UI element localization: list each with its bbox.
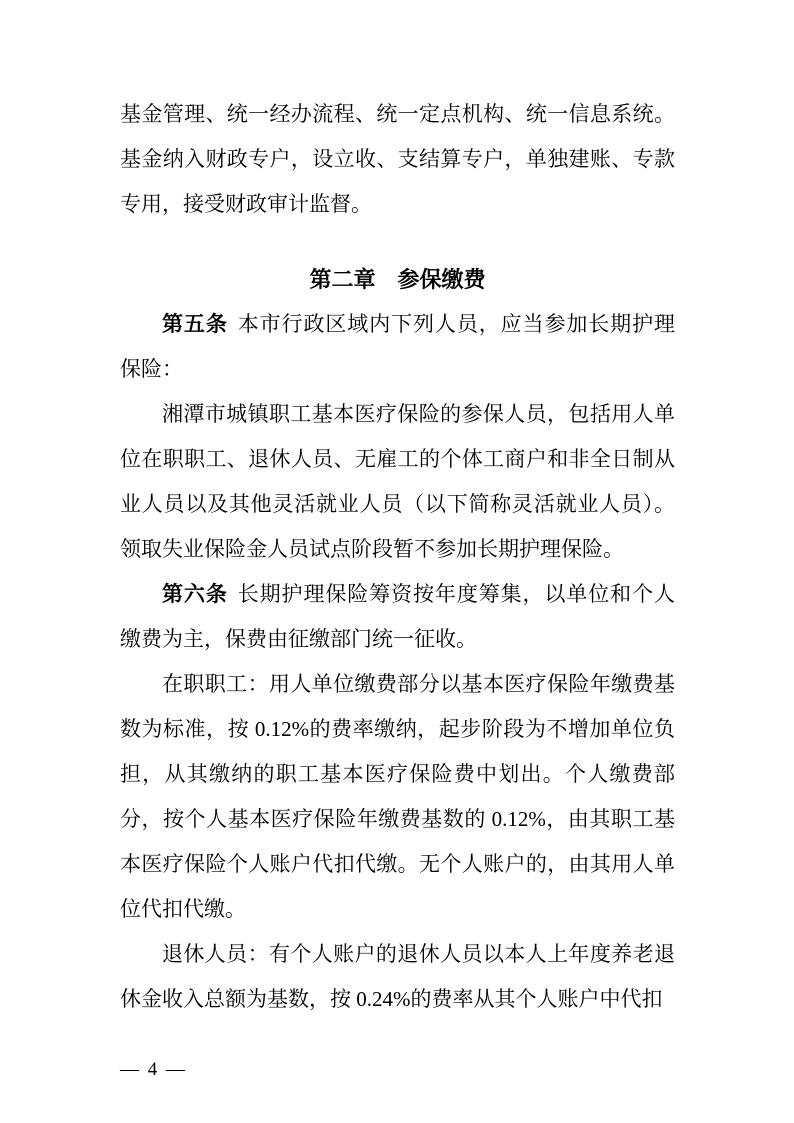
article-5-text: 本市行政区域内下列人员，应当参加长期护理保险： xyxy=(120,312,676,381)
paragraph-article-5 xyxy=(120,302,675,392)
chapter-heading: 第二章 参保缴费 xyxy=(309,267,486,292)
article-6-label: 第六条 xyxy=(162,582,228,606)
paragraph-insured-scope: 湘潭市城镇职工基本医疗保险的参保人员，包括用人单位在职职工、退休人员、无雇工的个体工商户和非全日制从业人员以及其他灵活就业人员（以下简称灵活就业人员）。领取失业保险金人员试点阶段暂不参加长期护理保险。 xyxy=(120,402,675,561)
article-6-text: 长期护理保险筹资按年度筹集，以单位和个人缴费为主，保费由征缴部门统一征收。 xyxy=(120,582,676,651)
paragraph-retirees-contribution: 退休人员：有个人账户的退休人员以本人上年度养老退休金收入总额为基数，按 0.24%的费率从其个人账户中代扣 xyxy=(120,942,675,1011)
paragraph-fund-management-continuation: 基金管理、统一经办流程、统一定点机构、统一信息系统。基金纳入财政专户，设立收、支结算专户，单独建账、专款专用，接受财政审计监督。 xyxy=(120,102,675,216)
article-5-label: 第五条 xyxy=(162,312,228,336)
paragraph-active-employees-contribution: 在职职工：用人单位缴费部分以基本医疗保险年缴费基数为标准，按 0.12%的费率缴纳，起步阶段为不增加单位负担，从其缴纳的职工基本医疗保险费中划出。个人缴费部分，按个人基本医疗保险年缴费基数的 0.12%，由其职工基本医疗保险个人账户代扣代缴。无个人账户的，由其用人单位代扣代缴。 xyxy=(120,672,675,921)
paragraph-article-6 xyxy=(120,572,675,662)
page-number: — 4 — xyxy=(120,1059,187,1080)
